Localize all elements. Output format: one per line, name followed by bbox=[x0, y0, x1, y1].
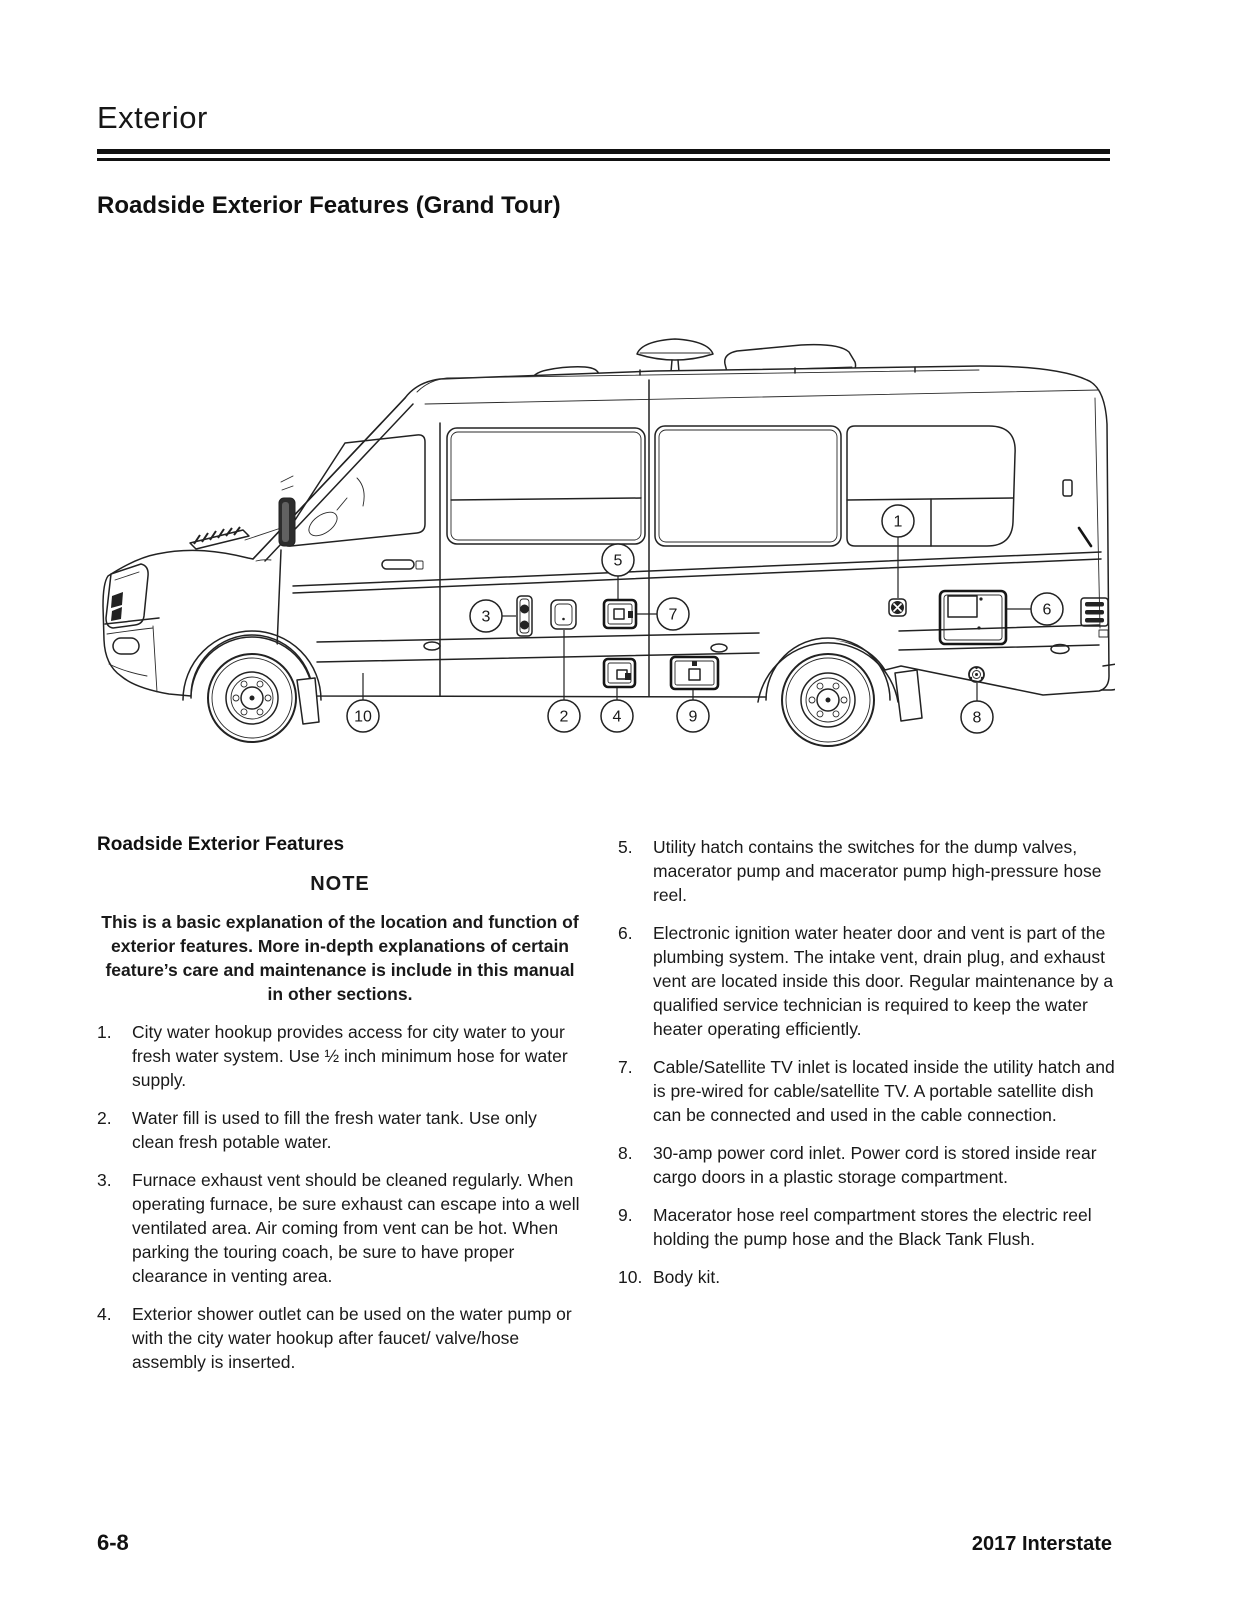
item-number: 6. bbox=[618, 923, 633, 943]
list-item-5 bbox=[618, 835, 1118, 907]
right-column bbox=[618, 833, 1118, 1289]
subheading: Roadside Exterior Features bbox=[97, 834, 345, 855]
side-mirror bbox=[279, 476, 295, 546]
item-text: Water fill is used to fill the fresh water tank. Use only clean fresh potable water. bbox=[132, 1108, 537, 1152]
svg-text:4: 4 bbox=[612, 708, 622, 726]
svg-text:10: 10 bbox=[354, 708, 372, 726]
item-text: Cable/Satellite TV inlet is located inside the utility hatch and is pre-wired for cable/satellite TV. A portable satellite dish can be connected and used in the cable connection. bbox=[653, 1057, 1115, 1125]
list-item-1 bbox=[97, 1020, 583, 1092]
list-item-3 bbox=[97, 1168, 583, 1288]
item-text: City water hookup provides access for city water to your fresh water system. Use ½ inch minimum hose for water supply. bbox=[132, 1022, 568, 1090]
item-number: 10. bbox=[618, 1267, 643, 1287]
svg-text:5: 5 bbox=[613, 552, 623, 570]
edition-label: 2017 Interstate bbox=[971, 1533, 1112, 1555]
item-number: 1. bbox=[97, 1022, 112, 1042]
item-number: 2. bbox=[97, 1108, 112, 1128]
item-text: Electronic ignition water heater door and vent is part of the plumbing system. The intake vent, drain plug, and exhaust vent are located inside this door. Regular maintenance by a qualified service technician is required to keep the water heater operating efficiently. bbox=[653, 923, 1114, 1039]
list-item-8 bbox=[618, 1141, 1118, 1189]
list-item-10 bbox=[618, 1265, 1118, 1289]
page-heading: Roadside Exterior Features (Grand Tour) bbox=[97, 192, 561, 219]
list-item-2 bbox=[97, 1106, 583, 1154]
list-item-9 bbox=[618, 1203, 1118, 1251]
svg-text:7: 7 bbox=[668, 606, 678, 624]
van-line-drawing bbox=[95, 328, 1115, 764]
item-number: 8. bbox=[618, 1143, 633, 1163]
item-text: Macerator hose reel compartment stores the electric reel holding the pump hose and the Black Tank Flush. bbox=[653, 1205, 1092, 1249]
svg-text:9: 9 bbox=[688, 708, 698, 726]
svg-text:3: 3 bbox=[481, 608, 491, 626]
left-column bbox=[97, 833, 583, 1374]
front-mud-flap bbox=[297, 678, 319, 724]
header-rule bbox=[97, 149, 1110, 161]
svg-text:2: 2 bbox=[559, 708, 569, 726]
page-number: 6-8 bbox=[97, 1530, 129, 1555]
section-title: Exterior bbox=[97, 100, 208, 135]
item-text: 30-amp power cord inlet. Power cord is stored inside rear cargo doors in a plastic storage compartment. bbox=[653, 1143, 1097, 1187]
item-text: Exterior shower outlet can be used on the water pump or with the city water hookup after faucet/ valve/hose assembly is inserted. bbox=[132, 1304, 572, 1372]
svg-text:1: 1 bbox=[893, 513, 903, 531]
item-number: 9. bbox=[618, 1205, 633, 1225]
item-number: 5. bbox=[618, 837, 633, 857]
svg-text:6: 6 bbox=[1042, 601, 1052, 619]
item-number: 3. bbox=[97, 1170, 112, 1190]
cowl-vent bbox=[190, 527, 249, 549]
list-item-7 bbox=[618, 1055, 1118, 1127]
item-number: 4. bbox=[97, 1304, 112, 1324]
note-label: NOTE bbox=[310, 873, 370, 895]
rear-mud-flap bbox=[895, 670, 922, 721]
van-diagram bbox=[95, 328, 1115, 764]
item-number: 7. bbox=[618, 1057, 633, 1077]
note-text: This is a basic explanation of the location and function of exterior features. More in-depth explanations of certain feature’s care and maintenance is include in this manual in other sections. bbox=[101, 912, 579, 1004]
item-text: Body kit. bbox=[653, 1267, 721, 1287]
list-item-4 bbox=[97, 1302, 583, 1374]
item-text: Furnace exhaust vent should be cleaned regularly. When operating furnace, be sure exhaust can escape into a well ventilated area. Air coming from vent can be hot. When parking the touring coach, be sure to have proper clearance in venting area. bbox=[132, 1170, 580, 1286]
item-text: Utility hatch contains the switches for the dump valves, macerator pump and macerator pump high-pressure hose reel. bbox=[653, 837, 1102, 905]
list-item-6 bbox=[618, 921, 1118, 1041]
svg-text:8: 8 bbox=[972, 709, 982, 727]
callout-8 bbox=[961, 683, 993, 733]
